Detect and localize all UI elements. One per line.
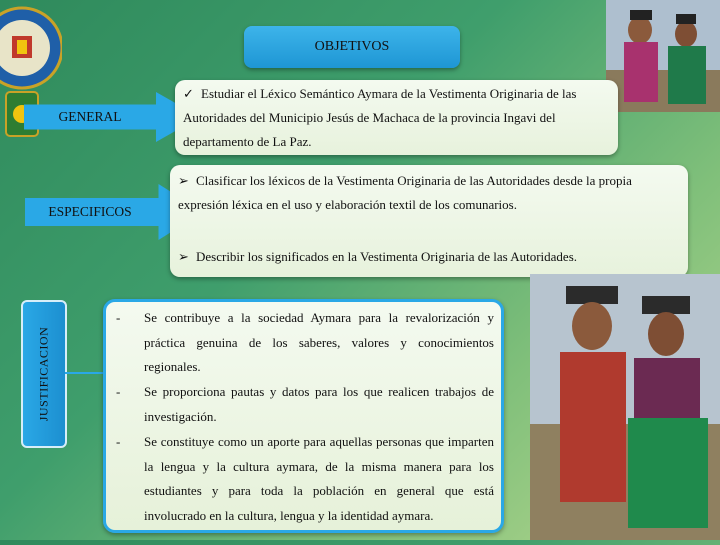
justificacion-item-3-text: Se constituye como un aporte para aquellas personas que imparten la lengua y la cultura aymara, de la misma manera para los estudiantes y para toda la población en general que está involucrado en la cultura, lengua y la identidad aymara. — [144, 434, 494, 523]
especificos-panel — [170, 165, 688, 277]
arrow-bullet-icon: ➢ — [178, 173, 189, 188]
justificacion-item-1 — [116, 306, 494, 380]
general-label-text: GENERAL — [58, 109, 122, 124]
justificacion-label: JUSTIFICACION — [36, 326, 51, 422]
especificos-label-text: ESPECIFICOS — [48, 204, 132, 219]
justificacion-item-2 — [116, 380, 494, 429]
justificacion-item-2-text: Se proporciona pautas y datos para los que realicen trabajos de investigación. — [144, 384, 494, 424]
page-title — [244, 26, 460, 68]
dash-bullet: - — [116, 384, 121, 399]
justificacion-panel — [103, 299, 504, 533]
especificos-item-1-text: Clasificar los léxicos de la Vestimenta Originaria de las Autoridades desde la propia expresión léxica en el uso y elaboración textil de los comunarios. — [178, 173, 632, 212]
especificos-item-2 — [178, 245, 678, 269]
especificos-item-2-text: Describir los significados en la Vestimenta Originaria de las Autoridades. — [196, 249, 577, 264]
connector-line — [65, 372, 103, 374]
authorities-photo-top — [606, 0, 720, 112]
authorities-photo-bottom — [530, 274, 720, 540]
justificacion-box — [21, 300, 67, 448]
title-text: OBJETIVOS — [314, 39, 390, 54]
dash-bullet: - — [116, 310, 121, 325]
especificos-item-1 — [178, 169, 678, 217]
justificacion-item-3 — [116, 430, 494, 528]
general-panel — [175, 80, 618, 155]
checkmark-icon: ✓ — [183, 86, 194, 101]
especificos-label — [25, 184, 155, 240]
general-label — [24, 92, 156, 142]
general-objective-text: Estudiar el Léxico Semántico Aymara de la Vestimenta Originaria de las Autoridades del Municipio Jesús de Machaca de la provincia Ingavi del departamento de La Paz. — [183, 86, 577, 149]
justificacion-item-1-text: Se contribuye a la sociedad Aymara para la revalorización y práctica genuina de los saberes, valores y conocimientos regionales. — [144, 310, 494, 374]
dash-bullet: - — [116, 434, 121, 449]
arrow-bullet-icon: ➢ — [178, 249, 189, 264]
general-objective — [183, 82, 608, 154]
